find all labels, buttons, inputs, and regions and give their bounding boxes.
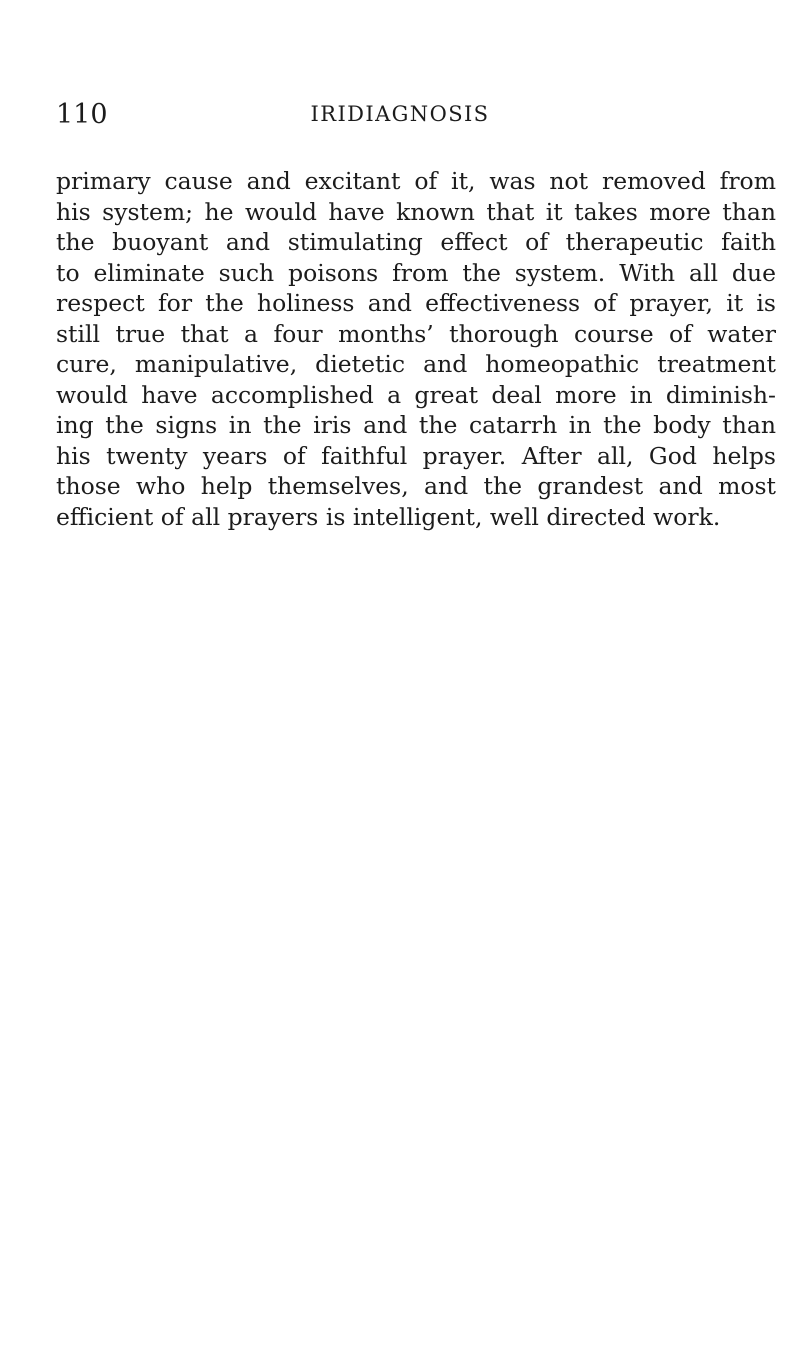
text-line: his twenty years of faithful prayer. After all, God helps xyxy=(56,441,776,470)
running-head: IRIDIAGNOSIS xyxy=(310,102,490,126)
text-line: still true that a four months’ thorough course of water xyxy=(56,319,776,348)
page-number: 110 xyxy=(56,99,108,130)
text-line: to eliminate such poisons from the system. With all due xyxy=(56,258,776,287)
text-line-last: efficient of all prayers is intelligent, well directed work. xyxy=(56,502,721,531)
text-line: would have accomplished a great deal more in diminish- xyxy=(56,380,776,409)
body-paragraph xyxy=(56,166,776,532)
text-line: the buoyant and stimulating effect of therapeutic faith xyxy=(56,228,776,256)
text-line: his system; he would have known that it takes more than xyxy=(56,197,776,226)
text-line: those who help themselves, and the grandest and most xyxy=(56,472,776,500)
text-line: respect for the holiness and effectiveness of prayer, it is xyxy=(56,289,776,317)
text-line: ing the signs in the iris and the catarrh in the body than xyxy=(56,411,776,439)
text-line: primary cause and excitant of it, was not removed from xyxy=(56,167,776,195)
text-line: cure, manipulative, dietetic and homeopathic treatment xyxy=(56,350,776,378)
